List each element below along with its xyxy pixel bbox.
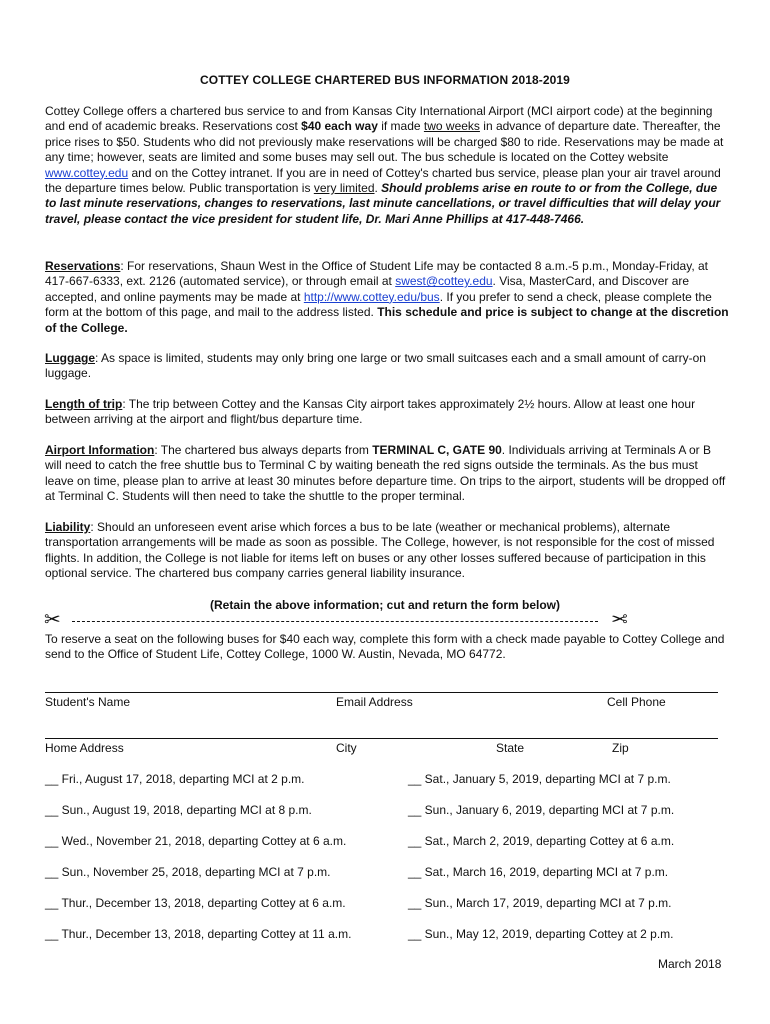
- cell-phone-label: Cell Phone: [607, 695, 666, 709]
- emergency-contact-text: Should problems arise en route to or from the College, due to last minute reservations, changes to reservations, last minute cancellations, or travel difficulties that will delay your travel, please contact the vice president for student life, Dr. Mari Anne Phillips at 417-448-7466.: [45, 181, 721, 226]
- trip-option[interactable]: __ Sun., March 17, 2019, departing MCI at 7 p.m.: [408, 896, 672, 910]
- trip-option[interactable]: __ Sat., March 16, 2019, departing MCI at 7 p.m.: [408, 865, 669, 879]
- scissors-icon: ✂: [611, 609, 628, 631]
- trip-option[interactable]: __ Sun., August 19, 2018, departing MCI at 8 p.m.: [45, 803, 312, 817]
- trip-option[interactable]: __ Wed., November 21, 2018, departing Cottey at 6 a.m.: [45, 834, 347, 848]
- trip-option[interactable]: __ Fri., August 17, 2018, departing MCI at 2 p.m.: [45, 772, 305, 786]
- very-limited-text: very limited: [313, 181, 375, 196]
- liability-paragraph: Liability: Should an unforeseen event arise which forces a bus to be late (weather or mechanical problems), alternate transportation arrangements will be made as soon as possible. The College, however, is not responsible for the cost of missed flights. In addition, the College is not liable for items left on buses or any other losses suffered because of participation in this optional service. The chartered bus company carries general liability insurance.: [45, 520, 715, 581]
- terminal-text: TERMINAL C, GATE 90: [372, 443, 502, 457]
- price-text: $40 each way: [301, 119, 378, 134]
- trip-option[interactable]: __ Sat., March 2, 2019, departing Cottey at 6 a.m.: [408, 834, 675, 848]
- payment-link[interactable]: http://www.cottey.edu/bus: [303, 289, 440, 304]
- page-title: COTTEY COLLEGE CHARTERED BUS INFORMATION 2018-2019: [200, 73, 570, 87]
- address-line[interactable]: [45, 738, 718, 739]
- trip-option[interactable]: __ Sun., November 25, 2018, departing MCI at 7 p.m.: [45, 865, 331, 879]
- subject-to-change-text: This schedule and price is subject to change at the discretion of the College.: [45, 305, 729, 335]
- luggage-heading: Luggage: [45, 351, 95, 365]
- airport-paragraph: Airport Information: The chartered bus always departs from TERMINAL C, GATE 90. Individuals arriving at Terminals A or B will need to catch the free shuttle bus to Terminal C by waiting beneath the red signs outside the terminals. As the bus must leave on time, please plan to arrive at least 30 minutes before departure time. On trips to the airport, students will be dropped off at Terminal C. Students will then need to take the shuttle to the proper terminal.: [45, 443, 726, 504]
- trip-option[interactable]: __ Sun., January 6, 2019, departing MCI at 7 p.m.: [408, 803, 675, 817]
- trip-option[interactable]: __ Thur., December 13, 2018, departing Cottey at 11 a.m.: [45, 927, 352, 941]
- cut-line: [44, 609, 628, 631]
- city-label: City: [336, 741, 357, 755]
- form-intro: To reserve a seat on the following buses for $40 each way, complete this form with a check made payable to Cottey College and send to the Office of Student Life, Cottey College, 1000 W. Austin, Nevada, MO 64772.: [45, 632, 725, 662]
- document-date: March 2018: [658, 957, 722, 971]
- liability-heading: Liability: [45, 520, 91, 534]
- trip-option[interactable]: __ Thur., December 13, 2018, departing Cottey at 6 a.m.: [45, 896, 346, 910]
- scissors-icon: ✂: [44, 609, 61, 631]
- name-line[interactable]: [45, 692, 718, 693]
- home-address-label: Home Address: [45, 741, 124, 755]
- zip-label: Zip: [612, 741, 629, 755]
- length-heading: Length of trip: [45, 397, 123, 411]
- luggage-paragraph: Luggage: As space is limited, students may only bring one large or two small suitcases each and a small amount of carry-on luggage.: [45, 351, 706, 381]
- reservations-heading: Reservations: [45, 259, 121, 273]
- airport-heading: Airport Information: [45, 443, 155, 457]
- trip-option[interactable]: __ Sat., January 5, 2019, departing MCI at 7 p.m.: [408, 772, 671, 786]
- two-weeks-text: two weeks: [423, 119, 480, 134]
- reservations-paragraph: Reservations: For reservations, Shaun West in the Office of Student Life may be contacted 8 a.m.-5 p.m., Monday-Friday, at 417-667-6333, ext. 2126 (automated service), or through email at swest@cottey.edu. Visa, MasterCard, and Discover are accepted, and online payments may be made at http://www.cottey.edu/bus. If you prefer to send a check, please complete the form at the bottom of this page, and mail to the address listed. This schedule and price is subject to change at the discretion of the College.: [45, 259, 729, 335]
- email-link[interactable]: swest@cottey.edu: [395, 274, 493, 289]
- email-label: Email Address: [336, 695, 413, 709]
- website-link[interactable]: www.cottey.edu: [45, 165, 129, 180]
- trip-option[interactable]: __ Sun., May 12, 2019, departing Cottey at 2 p.m.: [408, 927, 674, 941]
- intro-paragraph: Cottey College offers a chartered bus service to and from Kansas City International Airport (MCI airport code) at the beginning and end of academic breaks. Reservations cost $40 each way if made two weeks in advance of departure date. Thereafter, the price rises to $50. Students who did not previously make reservations will be charged $80 to ride. Reservations may be made at any time; however, seats are limited and some buses may sell out. The bus schedule is located on the Cottey website www.cottey.edu and on the Cottey intranet. If you are in need of Cottey's charted bus service, please plan your air travel around the departure times below. Public transportation is very limited. Should problems arise en route to or from the College, due to last minute reservations, changes to reservations, last minute cancellations, or travel difficulties that will delay your travel, please contact the vice president for student life, Dr. Mari Anne Phillips at 417-448-7466.: [45, 104, 724, 226]
- dashed-divider: [72, 621, 598, 622]
- length-paragraph: Length of trip: The trip between Cottey and the Kansas City airport takes approximately 2½ hours. Allow at least one hour between arriving at the airport and flight/bus departure time.: [45, 397, 696, 427]
- state-label: State: [496, 741, 525, 755]
- student-name-label: Student's Name: [45, 695, 131, 709]
- retain-notice: (Retain the above information; cut and return the form below): [209, 598, 560, 612]
